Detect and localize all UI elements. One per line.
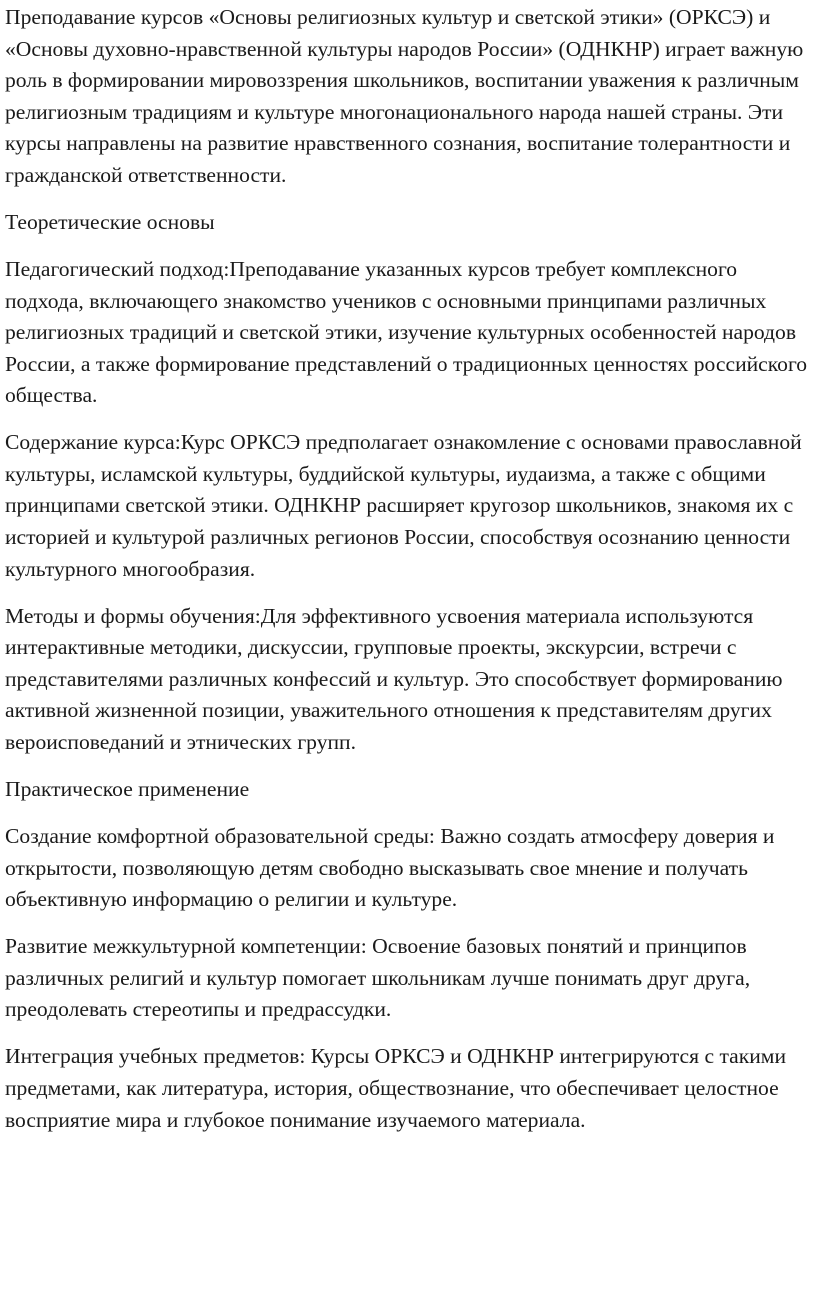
intro-paragraph: Преподавание курсов «Основы религиозных культур и светской этики» (ОРКСЭ) и «Основы духовно-нравственной культуры народов России» (ОДНКНР) играет важную роль в формировании мировоззрения школьников, воспитании уважения к различным религиозным традициям и культуре многонационального народа нашей страны. Эти курсы направлены на развитие нравственного сознания, воспитание толерантности и гражданской ответственности.: [5, 5, 804, 187]
document-page: [5, 2, 813, 1152]
section-heading-theory: Теоретические основы: [5, 209, 215, 234]
teaching-methods-paragraph: Методы и формы обучения:Для эффективного усвоения материала используются интерактивные методики, дискуссии, групповые проекты, экскурсии, встречи с представителями различных конфессий и культур. Это способствует формированию активной жизненной позиции, уважительного отношения к представителям других вероисповеданий и этнических групп.: [5, 603, 783, 755]
comfortable-environment-paragraph: Создание комфортной образовательной среды: Важно создать атмосферу доверия и открытости, позволяющую детям свободно высказывать свое мнение и получать объективную информацию о религии и культуре.: [5, 824, 775, 912]
intercultural-competence-paragraph: Развитие межкультурной компетенции: Освоение базовых понятий и принципов различных религий и культур помогает школьникам лучше понимать друг друга, преодолевать стереотипы и предрассудки.: [5, 934, 751, 1022]
pedagogical-approach-paragraph: Педагогический подход:Преподавание указанных курсов требует комплексного подхода, включающего знакомство учеников с основными принципами различных религиозных традиций и светской этики, изучение культурных особенностей народов России, а также формирование представлений о традиционных ценностях российского общества.: [5, 256, 808, 408]
subject-integration-paragraph: Интеграция учебных предметов: Курсы ОРКСЭ и ОДНКНР интегрируются с такими предметами, как литература, история, обществознание, что обеспечивает целостное восприятие мира и глубокое понимание изучаемого материала.: [5, 1044, 787, 1132]
course-content-paragraph: Содержание курса:Курс ОРКСЭ предполагает ознакомление с основами православной культуры, исламской культуры, буддийской культуры, иудаизма, а также с общими принципами светской этики. ОДНКНР расширяет кругозор школьников, знакомя их с историей и культурой различных регионов России, способствуя осознанию ценности культурного многообразия.: [5, 430, 802, 581]
section-heading-practice: Практическое применение: [5, 777, 250, 802]
